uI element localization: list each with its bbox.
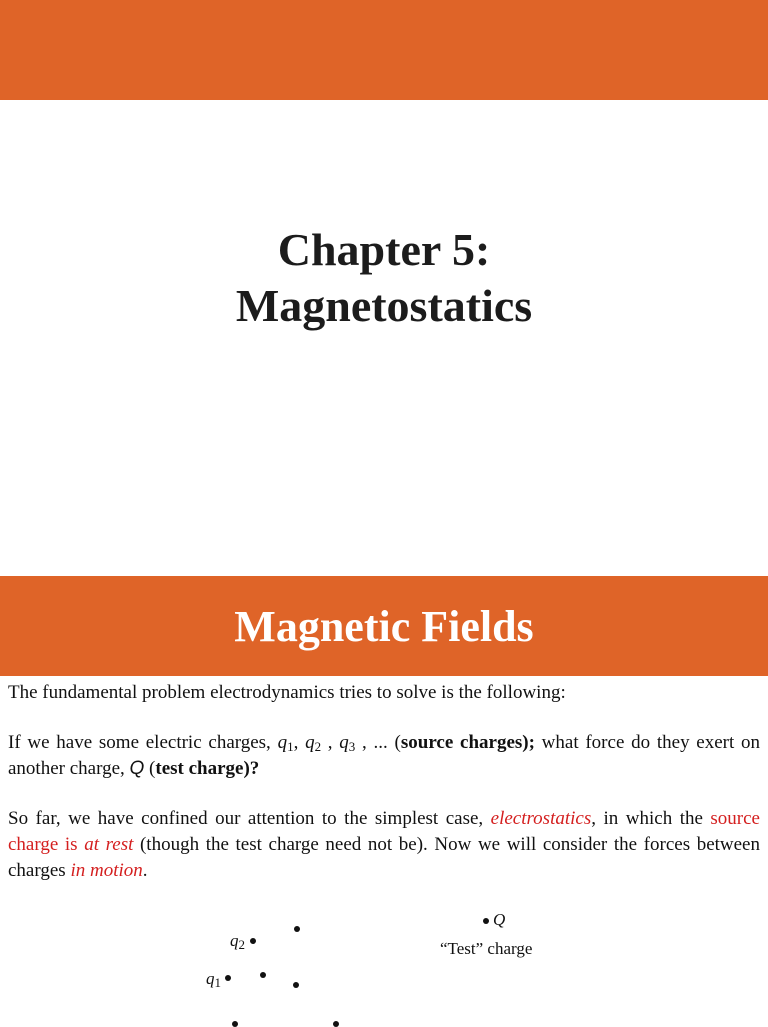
charge-dot-q2 (250, 938, 256, 944)
paragraph-1: The fundamental problem electrodynamics tries to solve is the following: (8, 682, 566, 703)
in-motion-term: in motion (70, 860, 143, 881)
charge-dot (294, 926, 300, 932)
q1-label (206, 969, 221, 989)
p3-text-2: , in which the (591, 808, 711, 829)
test-charge-dot (483, 918, 489, 924)
test-charge-term: test charge)? (155, 758, 260, 779)
p3-text-3: (though the test charge need not be). Now we will consider the forces between charges (8, 834, 760, 881)
charge-dot (232, 1021, 238, 1027)
p3-text-4: . (142, 860, 148, 881)
charge-dot-q1 (225, 975, 231, 981)
chapter-title-line1: Chapter 5: (277, 224, 491, 275)
q2-label-sub: 2 (238, 937, 245, 952)
p2-comma-1: , (293, 732, 306, 753)
q2-sub: 2 (314, 739, 322, 754)
q2-var: q (305, 732, 315, 753)
charge-dot (333, 1021, 339, 1027)
q2-label (230, 931, 245, 951)
p2-text-2: , ... ( (355, 732, 401, 753)
section-title: Magnetic Fields (234, 601, 534, 651)
chapter-title-line2: Magnetostatics (235, 280, 533, 331)
test-charge-label: “Test” charge (440, 939, 533, 958)
source-charges-term: source charges); (400, 732, 535, 753)
source-charge-phrase: source charge is (8, 808, 760, 855)
at-rest-term: at rest (84, 834, 134, 855)
q3-var: q (339, 732, 349, 753)
electrostatics-term: electrostatics (490, 808, 592, 829)
Q-label: Q (493, 910, 506, 929)
q2-label-var: q (230, 931, 239, 950)
q3-sub: 3 (348, 739, 356, 754)
slide2-body (8, 680, 760, 908)
q1-sub: 1 (287, 739, 294, 754)
paragraph-2 (8, 730, 760, 782)
charge-dot (293, 982, 299, 988)
slide1-header-band (0, 0, 768, 100)
paragraph-3 (8, 806, 760, 884)
p2-comma-2: , (321, 732, 340, 753)
chapter-title (0, 222, 768, 334)
charge-dot (260, 972, 266, 978)
q1-label-var: q (206, 969, 215, 988)
q1-label-sub: 1 (214, 975, 221, 990)
q1-var: q (277, 732, 288, 753)
slide2-header-band (0, 576, 768, 676)
p3-text-1: So far, we have confined our attention to the simplest case, (8, 808, 491, 829)
charges-diagram (0, 905, 768, 1024)
Q-var: Q (129, 758, 145, 779)
p2-text-3: what force do they exert on another charge, (8, 732, 761, 779)
p2-text-4: ( (144, 758, 156, 779)
p2-text-1: If we have some electric charges, (8, 732, 278, 753)
